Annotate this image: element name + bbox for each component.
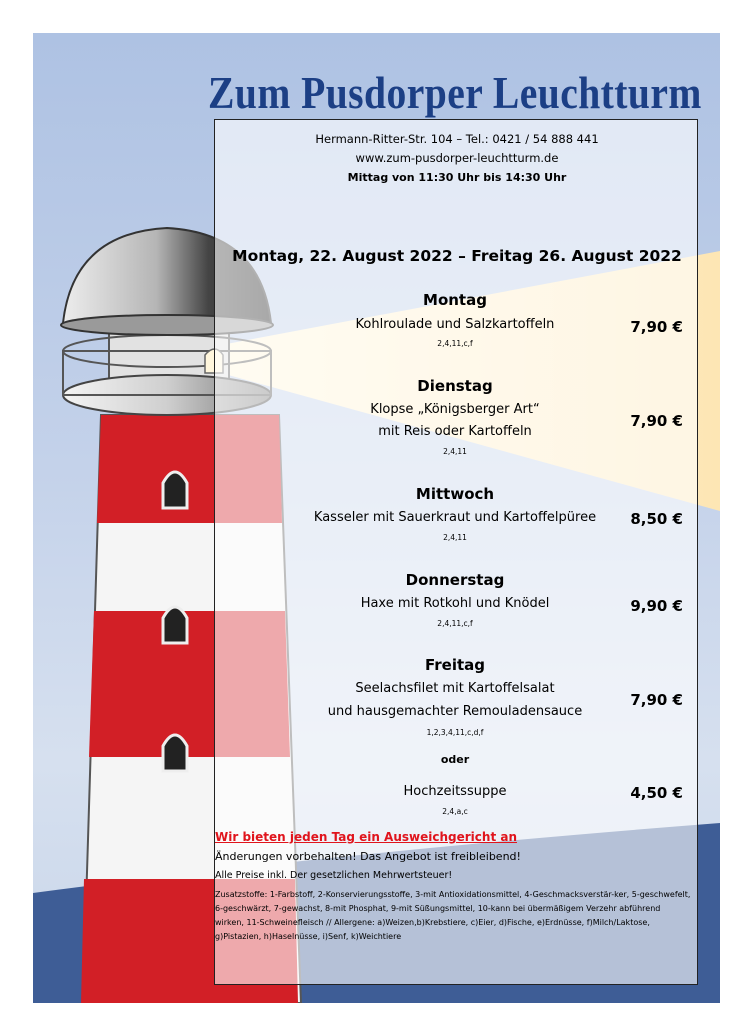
allergen-codes-thursday: 2,4,11,c,f	[437, 619, 473, 628]
dish-soup: Hochzeitssuppe	[403, 784, 507, 799]
day-heading-wednesday: Mittwoch	[415, 485, 495, 503]
restaurant-title: Zum Pusdorper Leuchtturm	[208, 68, 702, 118]
dish-thursday: Haxe mit Rotkohl und Knödel	[360, 596, 550, 611]
additives-allergens-legend: Zusatzstoffe: 1-Farbstoff, 2-Konservierungsstoffe, 3-mit Antioxidationsmittel, 4-Geschmacksverstär-ker, 5-geschwefelt, 6-geschwärzt, 7-gewachst, 8-mit Phosphat, 9-mit Süßungsmittel, 10-kann bei übermäßigem Verzehr abführend wirken, 11-Schweinefleisch // Allergene: a)Weizen,b)Krebstiere, c)Eier, d)Fische, e)Erdnüsse, f)Milch/Laktose, g)Pistazien, h)Haselnüsse, i)Senf, k)Weichtiere	[215, 890, 691, 941]
opening-hours: Mittag von 11:30 Uhr bis 14:30 Uhr	[347, 171, 567, 184]
price-thursday: 9,90 €	[630, 597, 683, 615]
alternative-dish-note: Wir bieten jeden Tag ein Ausweichgericht an	[215, 830, 517, 844]
or-label: oder	[440, 753, 470, 766]
day-heading-tuesday: Dienstag	[417, 377, 493, 395]
price-soup: 4,50 €	[630, 784, 683, 802]
day-heading-monday: Montag	[423, 291, 487, 309]
dish-wednesday: Kasseler mit Sauerkraut und Kartoffelpüree	[313, 510, 597, 525]
dish-friday-line2: und hausgemachter Remouladensauce	[327, 704, 583, 719]
price-friday: 7,90 €	[630, 691, 683, 709]
website-link[interactable]: www.zum-pusdorper-leuchtturm.de	[355, 151, 559, 165]
day-heading-friday: Freitag	[424, 656, 486, 674]
week-range-heading: Montag, 22. August 2022 – Freitag 26. August 2022	[232, 247, 682, 265]
disclaimer-changes: Änderungen vorbehalten! Das Angebot ist freibleibend!	[215, 850, 521, 863]
address-line: Hermann-Ritter-Str. 104 – Tel.: 0421 / 54 888 441	[315, 132, 599, 146]
dish-friday-line1: Seelachsfilet mit Kartoffelsalat	[355, 681, 555, 696]
menu-poster	[33, 33, 720, 1003]
dish-tuesday-line1: Klopse „Königsberger Art“	[370, 402, 540, 417]
disclaimer-vat: Alle Preise inkl. Der gesetzlichen Mehrwertsteuer!	[215, 870, 453, 881]
allergen-codes-soup: 2,4,a,c	[442, 807, 468, 816]
allergen-codes-tuesday: 2,4,11	[443, 447, 467, 456]
day-heading-thursday: Donnerstag	[405, 571, 505, 589]
price-wednesday: 8,50 €	[630, 510, 683, 528]
dish-tuesday-line2: mit Reis oder Kartoffeln	[378, 424, 532, 439]
dish-monday: Kohlroulade und Salzkartoffeln	[355, 317, 555, 332]
menu-panel	[214, 119, 698, 985]
allergen-codes-monday: 2,4,11,c,f	[437, 339, 473, 348]
price-tuesday: 7,90 €	[630, 412, 683, 430]
allergen-codes-wednesday: 2,4,11	[443, 533, 467, 542]
price-monday: 7,90 €	[630, 318, 683, 336]
allergen-codes-friday: 1,2,3,4,11,c,d,f	[426, 728, 484, 737]
